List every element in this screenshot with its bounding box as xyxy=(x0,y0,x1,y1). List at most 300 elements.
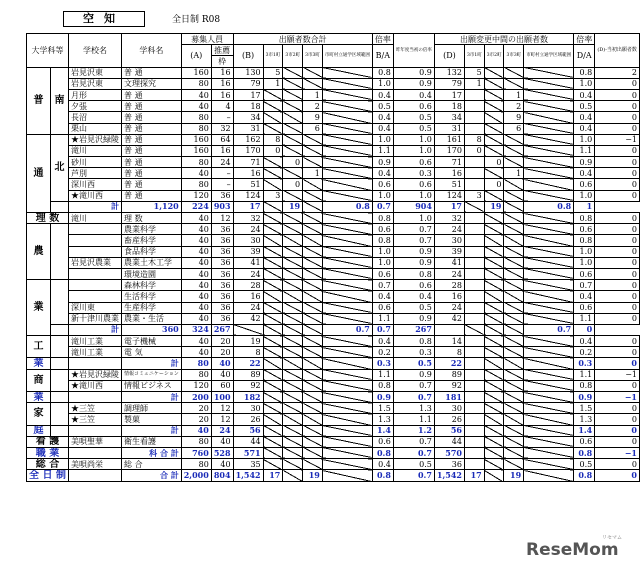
cell-value xyxy=(322,190,372,201)
cell-value xyxy=(464,392,484,403)
cell-value xyxy=(263,447,283,458)
header-recruit-a: (A) xyxy=(181,45,211,67)
cell-value: 1.4 xyxy=(574,425,595,436)
cell-value: 1.3 xyxy=(393,403,434,414)
cell-value xyxy=(504,459,524,470)
cell-value: 12 xyxy=(211,213,233,224)
cell-value: 0 xyxy=(595,123,640,134)
cell-value xyxy=(524,235,574,246)
cell-value xyxy=(303,145,323,156)
cell-value: 40 xyxy=(181,280,211,291)
cell-value xyxy=(303,302,323,313)
school-name: 深川西 xyxy=(68,179,121,190)
cell-value: 71 xyxy=(233,157,263,168)
cell-value xyxy=(524,414,574,425)
cell-value: 0.5 xyxy=(393,112,434,123)
dept-name: 普 通 xyxy=(122,89,182,100)
dept-name: 計 xyxy=(122,392,182,403)
cell-value: 79 xyxy=(434,78,464,89)
cell-value: 1.0 xyxy=(393,190,434,201)
cell-value: 16 xyxy=(233,291,263,302)
cell-value xyxy=(464,425,484,436)
cell-value: 0.6 xyxy=(372,268,393,279)
cell-value: 80 xyxy=(181,157,211,168)
cell-value: 0.4 xyxy=(393,291,434,302)
cell-value xyxy=(263,89,283,100)
cell-value xyxy=(283,190,303,201)
cell-value xyxy=(303,436,323,447)
cell-value xyxy=(504,358,524,369)
cell-value: 0.4 xyxy=(372,291,393,302)
cell-value: 0.8 xyxy=(393,336,434,347)
header-s1: 3市1町 xyxy=(263,45,283,67)
cell-value: 1 xyxy=(303,168,323,179)
cell-value xyxy=(524,313,574,324)
cell-value: 0.8 xyxy=(574,380,595,391)
cell-value xyxy=(263,291,283,302)
cell-value: 42 xyxy=(233,313,263,324)
table-row xyxy=(27,157,640,168)
school-name: 滝川 xyxy=(68,213,121,224)
cell-value xyxy=(303,324,323,335)
cell-value xyxy=(263,336,283,347)
cell-value: 2 xyxy=(595,67,640,78)
cell-value xyxy=(504,324,524,335)
cell-value xyxy=(263,235,283,246)
cell-value: 160 xyxy=(181,134,211,145)
cell-value xyxy=(504,291,524,302)
group-spacer xyxy=(50,403,68,425)
cell-value xyxy=(524,425,574,436)
table-row xyxy=(27,403,640,414)
cell-value xyxy=(504,414,524,425)
cell-value: 36 xyxy=(434,459,464,470)
cell-value xyxy=(504,302,524,313)
cell-value: 12 xyxy=(211,414,233,425)
header-ratio: 倍率 xyxy=(372,34,393,45)
table-row xyxy=(27,369,640,380)
cell-value xyxy=(303,392,323,403)
cell-value: 80 xyxy=(181,123,211,134)
cell-value xyxy=(283,268,303,279)
group-label: 職 業 xyxy=(27,447,69,458)
cell-value xyxy=(524,268,574,279)
cell-value: 40 xyxy=(211,358,233,369)
table-row xyxy=(27,392,640,403)
cell-value: 17 xyxy=(464,470,484,481)
cell-value xyxy=(464,235,484,246)
dept-name: 農業土木工学 xyxy=(122,257,182,268)
group-spacer xyxy=(50,392,68,403)
cell-value: 1.1 xyxy=(574,369,595,380)
cell-value xyxy=(504,380,524,391)
cell-value xyxy=(303,179,323,190)
cell-value: 32 xyxy=(434,213,464,224)
cell-value: 24 xyxy=(233,224,263,235)
cell-value: −1 xyxy=(595,369,640,380)
cell-value: 0.4 xyxy=(372,123,393,134)
school-name xyxy=(68,235,121,246)
cell-value xyxy=(283,213,303,224)
cell-value: 0.6 xyxy=(372,179,393,190)
cell-value xyxy=(484,291,504,302)
header-s3: 3市3町 xyxy=(303,45,323,67)
cell-value: 804 xyxy=(211,470,233,481)
school-name: 滝川 xyxy=(68,145,121,156)
cell-value xyxy=(283,436,303,447)
cell-value: 1.0 xyxy=(372,134,393,145)
header-ratio2-sub: D/A xyxy=(574,45,595,67)
cell-value: 17 xyxy=(233,89,263,100)
table-row xyxy=(27,112,640,123)
cell-value xyxy=(484,224,504,235)
cell-value xyxy=(484,414,504,425)
cell-value xyxy=(263,358,283,369)
cell-value: 124 xyxy=(233,190,263,201)
cell-value xyxy=(303,257,323,268)
cell-value: 40 xyxy=(181,213,211,224)
cell-value xyxy=(484,470,504,481)
cell-value: 24 xyxy=(233,268,263,279)
cell-value: 56 xyxy=(434,425,464,436)
cell-value xyxy=(263,246,283,257)
cell-value: 0.7 xyxy=(393,436,434,447)
cell-value xyxy=(263,224,283,235)
cell-value: 1.1 xyxy=(372,369,393,380)
cell-value: 0.4 xyxy=(393,89,434,100)
cell-value: 0.6 xyxy=(574,224,595,235)
cell-value xyxy=(504,347,524,358)
cell-value xyxy=(303,157,323,168)
cell-value: 0.2 xyxy=(372,347,393,358)
cell-value xyxy=(283,67,303,78)
cell-value xyxy=(263,257,283,268)
cell-value: 28 xyxy=(434,280,464,291)
cell-value: 0.6 xyxy=(372,302,393,313)
school-name xyxy=(50,201,68,212)
dept-name: 計 xyxy=(68,324,121,335)
group-label: 普 xyxy=(27,67,51,134)
cell-value xyxy=(283,447,303,458)
cell-value xyxy=(322,268,372,279)
table-row xyxy=(27,336,640,347)
cell-value: 0.9 xyxy=(393,67,434,78)
school-name: 月形 xyxy=(68,89,121,100)
cell-value: 79 xyxy=(233,78,263,89)
cell-value: 6 xyxy=(303,123,323,134)
table-row xyxy=(27,89,640,100)
group-label: 工 xyxy=(27,336,51,358)
cell-value: 161 xyxy=(434,134,464,145)
cell-value: 20 xyxy=(181,414,211,425)
cell-value: 120 xyxy=(181,190,211,201)
cell-value xyxy=(434,324,464,335)
school-name xyxy=(68,280,121,291)
cell-value xyxy=(484,101,504,112)
cell-value: 40 xyxy=(181,246,211,257)
cell-value: 2 xyxy=(303,101,323,112)
cell-value xyxy=(303,347,323,358)
header-diff: (D)-当初出願者数 xyxy=(595,34,640,68)
cell-value xyxy=(322,280,372,291)
group-spacer xyxy=(50,280,68,325)
cell-value xyxy=(464,403,484,414)
cell-value xyxy=(283,358,303,369)
header-mid-s2: 3市2町 xyxy=(484,45,504,67)
cell-value: 1.0 xyxy=(574,78,595,89)
cell-value: 0.5 xyxy=(393,358,434,369)
cell-value xyxy=(263,179,283,190)
cell-value: 0.5 xyxy=(574,459,595,470)
cell-value xyxy=(303,190,323,201)
cell-value: −1 xyxy=(595,447,640,458)
school-name: 砂川 xyxy=(68,157,121,168)
cell-value: 17 xyxy=(233,201,263,212)
table-row xyxy=(27,101,640,112)
school-name: ★岩見沢緑陵 xyxy=(68,134,121,145)
cell-value: 64 xyxy=(211,134,233,145)
cell-value: 35 xyxy=(233,459,263,470)
cell-value xyxy=(263,425,283,436)
cell-value xyxy=(484,78,504,89)
cell-value: 0 xyxy=(595,380,640,391)
cell-value: 0.4 xyxy=(574,168,595,179)
cell-value: 1,542 xyxy=(434,470,464,481)
group-spacer xyxy=(50,425,68,436)
cell-value xyxy=(504,145,524,156)
cell-value xyxy=(322,291,372,302)
cell-value: 92 xyxy=(434,380,464,391)
cell-value: 130 xyxy=(233,67,263,78)
cell-value xyxy=(464,313,484,324)
cell-value: 24 xyxy=(211,425,233,436)
cell-value: 0.7 xyxy=(393,224,434,235)
table-row xyxy=(27,324,640,335)
cell-value: 40 xyxy=(181,235,211,246)
cell-value: 0.8 xyxy=(322,201,372,212)
cell-value: 0.3 xyxy=(372,358,393,369)
header-dept: 学科名 xyxy=(122,34,182,68)
cell-value xyxy=(322,369,372,380)
cell-value: 24 xyxy=(434,302,464,313)
dept-name: 理 数 xyxy=(122,213,182,224)
cell-value xyxy=(322,157,372,168)
cell-value xyxy=(484,403,504,414)
school-name: 滝川工業 xyxy=(68,347,121,358)
cell-value: 1.0 xyxy=(372,257,393,268)
cell-value: 1 xyxy=(464,78,484,89)
cell-value: 1.0 xyxy=(393,145,434,156)
cell-value: 8 xyxy=(434,347,464,358)
cell-value: 20 xyxy=(211,336,233,347)
cell-value xyxy=(524,67,574,78)
cell-value: 0.3 xyxy=(393,168,434,179)
cell-value: 1.1 xyxy=(372,145,393,156)
resemom-logo-sub: リセマム xyxy=(602,535,622,541)
cell-value xyxy=(283,336,303,347)
cell-value: 1 xyxy=(263,78,283,89)
cell-value: 8 xyxy=(233,347,263,358)
cell-value xyxy=(263,280,283,291)
cell-value xyxy=(263,201,283,212)
table-row xyxy=(27,414,640,425)
dept-name: 普 通 xyxy=(122,123,182,134)
cell-value: 0 xyxy=(595,425,640,436)
cell-value xyxy=(484,67,504,78)
cell-value xyxy=(283,246,303,257)
school-name xyxy=(68,358,121,369)
cell-value xyxy=(263,123,283,134)
cell-value xyxy=(322,436,372,447)
cell-value xyxy=(322,313,372,324)
school-name: 岩見沢東 xyxy=(68,67,121,78)
cell-value: 40 xyxy=(181,268,211,279)
cell-value: 0 xyxy=(595,358,640,369)
cell-value xyxy=(283,123,303,134)
cell-value: 0 xyxy=(595,257,640,268)
school-name: ★滝川西 xyxy=(68,380,121,391)
cell-value: 22 xyxy=(434,358,464,369)
cell-value: 44 xyxy=(233,436,263,447)
cell-value xyxy=(524,190,574,201)
cell-value: 0 xyxy=(595,347,640,358)
cell-value: 41 xyxy=(233,257,263,268)
cell-value: 0.6 xyxy=(393,101,434,112)
table-row xyxy=(27,268,640,279)
table-row xyxy=(27,257,640,268)
cell-value: 56 xyxy=(233,425,263,436)
cell-value xyxy=(524,291,574,302)
cell-value xyxy=(484,280,504,291)
dept-name: 計 xyxy=(122,425,182,436)
cell-value: 0.4 xyxy=(372,336,393,347)
cell-value xyxy=(524,470,574,481)
cell-value xyxy=(504,190,524,201)
table-row xyxy=(27,246,640,257)
cell-value: 31 xyxy=(233,123,263,134)
dept-name: 普 通 xyxy=(122,190,182,201)
dept-name: 総 合 xyxy=(122,459,182,470)
cell-value: 0.8 xyxy=(372,235,393,246)
school-name: 新十津川農業 xyxy=(68,313,121,324)
table-row xyxy=(27,447,640,458)
cell-value xyxy=(524,101,574,112)
cell-value xyxy=(303,403,323,414)
cell-value xyxy=(484,145,504,156)
cell-value: 17 xyxy=(434,201,464,212)
cell-value xyxy=(322,246,372,257)
cell-value xyxy=(263,101,283,112)
cell-value xyxy=(283,101,303,112)
cell-value xyxy=(263,213,283,224)
cell-value: 40 xyxy=(211,436,233,447)
cell-value xyxy=(464,347,484,358)
dept-name: 農業科学 xyxy=(122,224,182,235)
dept-name: 農業・生活 xyxy=(122,313,182,324)
dept-name: 衛生看護 xyxy=(122,436,182,447)
cell-value: 0.7 xyxy=(372,324,393,335)
cell-value: 0 xyxy=(595,112,640,123)
cell-value: 1.5 xyxy=(574,403,595,414)
cell-value: 2,000 xyxy=(181,470,211,481)
cell-value xyxy=(504,268,524,279)
cell-value: 30 xyxy=(434,235,464,246)
cell-value: 224 xyxy=(181,201,211,212)
cell-value xyxy=(504,78,524,89)
cell-value: 0.8 xyxy=(574,447,595,458)
cell-value xyxy=(322,224,372,235)
cell-value xyxy=(524,112,574,123)
group-label: 業 xyxy=(27,358,51,369)
cell-value xyxy=(283,145,303,156)
cell-value: 12 xyxy=(211,403,233,414)
cell-value xyxy=(464,101,484,112)
cell-value: 0 xyxy=(595,145,640,156)
cell-value: 0 xyxy=(574,324,595,335)
cell-value: 0.7 xyxy=(393,235,434,246)
header-prev: 昨年度当初の倍率 xyxy=(393,34,434,68)
cell-value xyxy=(524,89,574,100)
cell-value xyxy=(484,89,504,100)
cell-value xyxy=(303,380,323,391)
cell-value xyxy=(524,436,574,447)
cell-value xyxy=(263,392,283,403)
cell-value: 6 xyxy=(504,123,524,134)
cell-value: 0.7 xyxy=(393,447,434,458)
cell-value xyxy=(464,336,484,347)
dept-name: 普 通 xyxy=(122,67,182,78)
school-name: 芦別 xyxy=(68,168,121,179)
cell-value xyxy=(524,369,574,380)
cell-value: 0 xyxy=(595,101,640,112)
cell-value: 1.3 xyxy=(372,414,393,425)
cell-value: 0.6 xyxy=(372,224,393,235)
cell-value: 0 xyxy=(595,313,640,324)
table-row xyxy=(27,78,640,89)
cell-value: 0 xyxy=(595,336,640,347)
group-label: 家 xyxy=(27,403,51,425)
school-name: 深川東 xyxy=(68,302,121,313)
cell-value xyxy=(464,436,484,447)
cell-value xyxy=(524,179,574,190)
cell-value: 0.9 xyxy=(574,157,595,168)
school-name xyxy=(68,470,121,481)
cell-value: – xyxy=(211,112,233,123)
cell-value: 16 xyxy=(211,145,233,156)
cell-value xyxy=(322,470,372,481)
cell-value: 5 xyxy=(263,67,283,78)
table-row xyxy=(27,436,640,447)
cell-value xyxy=(283,392,303,403)
cell-value xyxy=(263,369,283,380)
dept-name: 情報ビジネス xyxy=(122,380,182,391)
dept-name: 電 気 xyxy=(122,347,182,358)
cell-value: 0.5 xyxy=(574,101,595,112)
cell-value: 0.8 xyxy=(393,268,434,279)
cell-value xyxy=(283,89,303,100)
cell-value xyxy=(484,425,504,436)
cell-value: 0.8 xyxy=(372,213,393,224)
cell-value xyxy=(322,414,372,425)
cell-value: 42 xyxy=(434,313,464,324)
cell-value: 267 xyxy=(393,324,434,335)
cell-value xyxy=(283,425,303,436)
dept-name: 合 計 xyxy=(122,470,182,481)
cell-value: 60 xyxy=(211,380,233,391)
dept-name: 生産科学 xyxy=(122,302,182,313)
cell-value xyxy=(322,112,372,123)
cell-value xyxy=(464,447,484,458)
